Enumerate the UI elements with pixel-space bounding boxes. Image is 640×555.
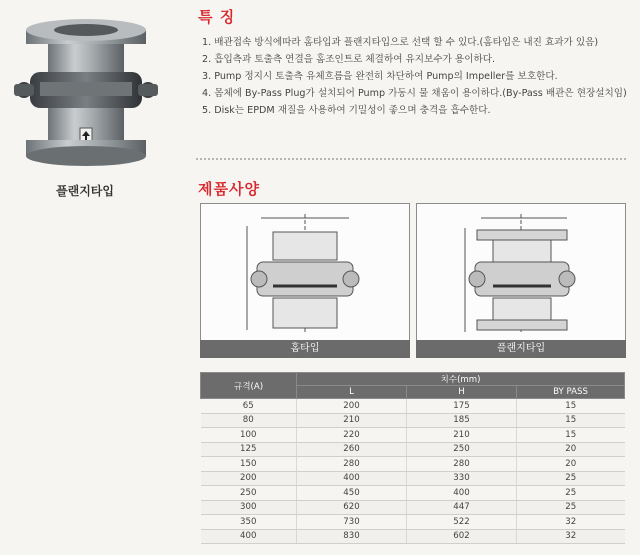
table-cell: 210 (407, 428, 517, 443)
header-bypass: BY PASS (517, 386, 625, 399)
dotted-divider (196, 158, 626, 160)
table-cell: 400 (407, 486, 517, 501)
table-cell: 250 (407, 442, 517, 457)
spec-title: 제품사양 (198, 180, 260, 198)
table-row (201, 471, 625, 486)
product-photo (8, 10, 168, 175)
feature-item-1: 1. 배관접속 방식에따라 홈타입과 플랜지타입으로 선택 할 수 있다.(홈타입은 내진 효과가 있음) (202, 37, 599, 48)
table-cell: 185 (407, 413, 517, 428)
table-row (201, 457, 625, 472)
table-cell: 250 (201, 486, 297, 501)
table-cell: 602 (407, 529, 517, 544)
header-dimensions: 치수(mm) (297, 373, 625, 386)
table-cell: 350 (201, 515, 297, 530)
table-row (201, 529, 625, 544)
table-cell: 25 (517, 471, 625, 486)
table-row (201, 515, 625, 530)
table-cell: 220 (297, 428, 407, 443)
table-cell: 300 (201, 500, 297, 515)
table-cell: 200 (297, 399, 407, 414)
table-cell: 125 (201, 442, 297, 457)
table-cell: 25 (517, 486, 625, 501)
table-cell: 15 (517, 399, 625, 414)
table-cell: 330 (407, 471, 517, 486)
spec-table (200, 372, 625, 544)
table-cell: 522 (407, 515, 517, 530)
table-cell: 15 (517, 428, 625, 443)
table-row (201, 399, 625, 414)
spec-table-body (201, 399, 625, 544)
table-cell: 400 (201, 529, 297, 544)
table-cell: 80 (201, 413, 297, 428)
features-list (202, 34, 627, 119)
table-cell: 620 (297, 500, 407, 515)
table-row (201, 413, 625, 428)
table-cell: 830 (297, 529, 407, 544)
table-row (201, 442, 625, 457)
table-cell: 447 (407, 500, 517, 515)
table-cell: 65 (201, 399, 297, 414)
table-cell: 20 (517, 442, 625, 457)
feature-item-2: 2. 흡입측과 토출측 연결을 홈조인트로 체결하여 유지보수가 용이하다. (202, 54, 496, 65)
header-h: H (407, 386, 517, 399)
table-cell: 730 (297, 515, 407, 530)
photo-caption: 플랜지타입 (56, 184, 114, 198)
header-size: 규격(A) (201, 373, 297, 399)
features-title: 특 징 (198, 8, 236, 26)
feature-item-4: 4. 몸체에 By-Pass Plug가 설치되어 Pump 가동시 물 채움이 용이하다.(By-Pass 배관은 현장설치임) (202, 88, 627, 99)
table-row (201, 428, 625, 443)
drawing-flange-type (416, 203, 626, 358)
table-cell: 175 (407, 399, 517, 414)
table-row (201, 486, 625, 501)
table-cell: 260 (297, 442, 407, 457)
table-cell: 200 (201, 471, 297, 486)
table-cell: 400 (297, 471, 407, 486)
feature-item-5: 5. Disk는 EPDM 재질을 사용하여 기밀성이 좋으며 충격을 흡수한다. (202, 105, 491, 116)
table-cell: 20 (517, 457, 625, 472)
table-row (201, 500, 625, 515)
table-cell: 25 (517, 500, 625, 515)
table-cell: 32 (517, 529, 625, 544)
drawing-caption-groove: 홈타입 (200, 340, 410, 358)
table-cell: 15 (517, 413, 625, 428)
table-cell: 210 (297, 413, 407, 428)
feature-item-3: 3. Pump 정지시 토출측 유체흐름을 완전히 차단하여 Pump의 Impeller를 보호한다. (202, 71, 558, 82)
table-cell: 32 (517, 515, 625, 530)
table-cell: 280 (407, 457, 517, 472)
table-cell: 100 (201, 428, 297, 443)
drawing-caption-flange: 플랜지타입 (416, 340, 626, 358)
table-cell: 280 (297, 457, 407, 472)
table-cell: 150 (201, 457, 297, 472)
header-l: L (297, 386, 407, 399)
table-cell: 450 (297, 486, 407, 501)
drawing-groove-type (200, 203, 410, 358)
